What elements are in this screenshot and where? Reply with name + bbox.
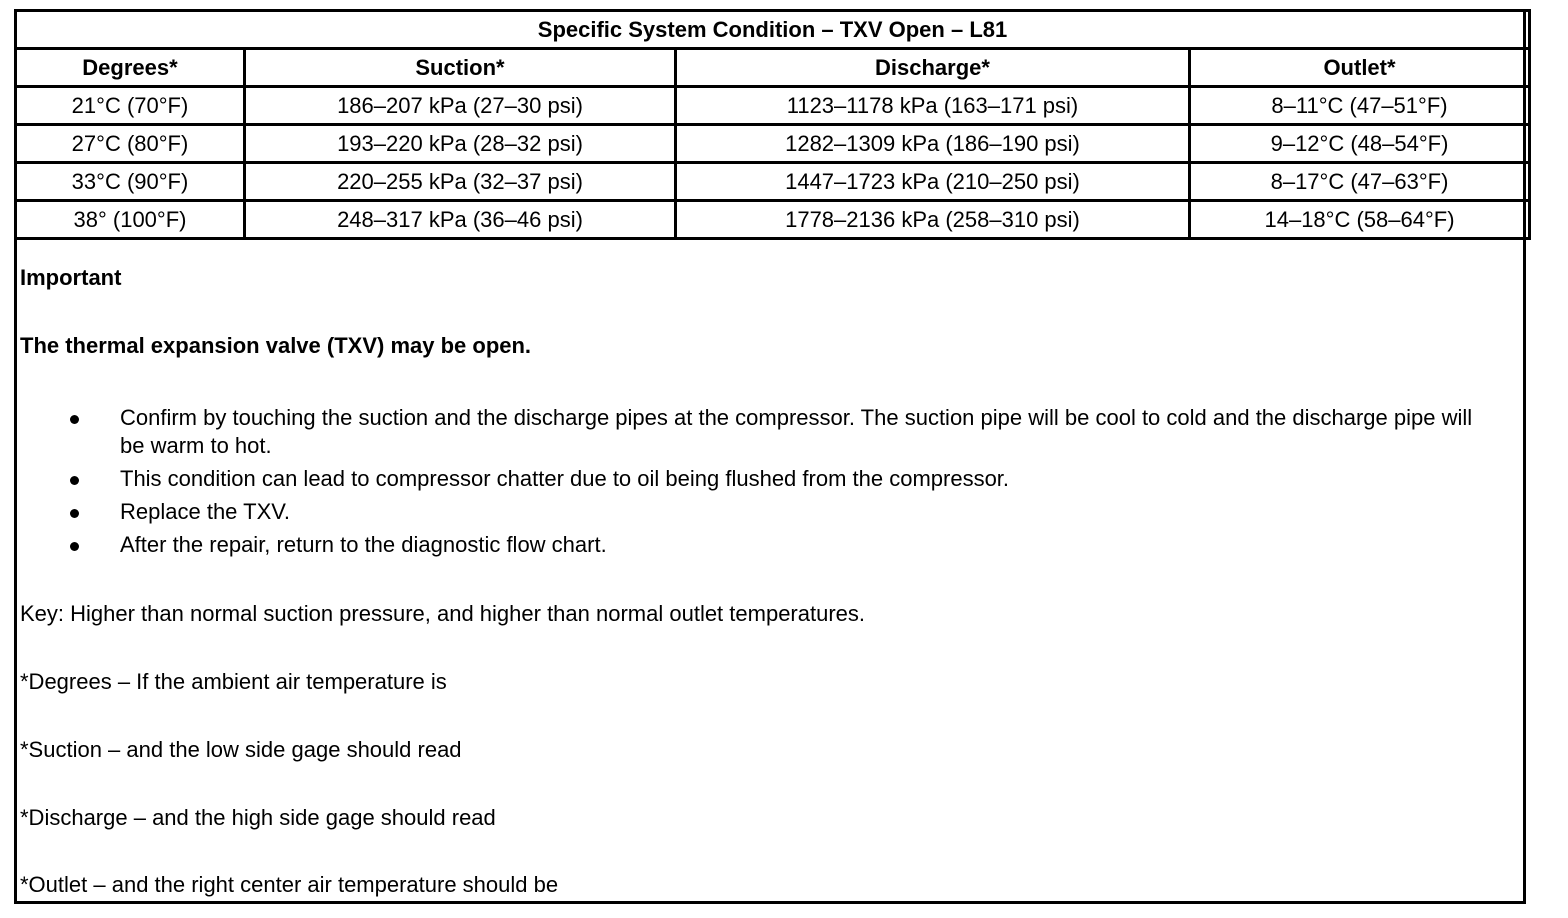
footnote-degrees: *Degrees – If the ambient air temperature is	[20, 669, 447, 694]
table-title-row	[16, 11, 1530, 49]
cell-suction: 186–207 kPa (27–30 psi)	[245, 87, 676, 125]
cell-degrees: 38° (100°F)	[16, 201, 245, 239]
bullet-icon	[70, 476, 79, 485]
list-item-text: Confirm by touching the suction and the discharge pipes at the compressor. The suction pipe will be cool to cold and the discharge pipe will be warm to hot.	[120, 405, 1473, 458]
cell-discharge: 1447–1723 kPa (210–250 psi)	[676, 163, 1190, 201]
list-item	[20, 404, 1490, 460]
table-row	[16, 201, 1530, 239]
cell-discharge: 1778–2136 kPa (258–310 psi)	[676, 201, 1190, 239]
txv-statement: The thermal expansion valve (TXV) may be open.	[20, 333, 532, 358]
list-item-text: Replace the TXV.	[120, 499, 291, 524]
footnote-suction: *Suction – and the low side gage should read	[20, 737, 462, 762]
footnote-outlet: *Outlet – and the right center air temperature should be	[20, 872, 559, 897]
list-item	[20, 531, 1490, 559]
table-header-row	[16, 49, 1530, 87]
header-degrees: Degrees*	[16, 49, 245, 87]
cell-discharge: 1282–1309 kPa (186–190 psi)	[676, 125, 1190, 163]
table-row	[16, 125, 1530, 163]
bullet-icon	[70, 542, 79, 551]
footnote-discharge: *Discharge – and the high side gage should read	[20, 805, 496, 830]
header-discharge: Discharge*	[676, 49, 1190, 87]
cell-suction: 220–255 kPa (32–37 psi)	[245, 163, 676, 201]
table-title: Specific System Condition – TXV Open – L81	[16, 11, 1530, 49]
cell-degrees: 27°C (80°F)	[16, 125, 245, 163]
header-suction: Suction*	[245, 49, 676, 87]
list-item	[20, 498, 1490, 526]
bullet-icon	[70, 415, 79, 424]
list-item-text: After the repair, return to the diagnostic flow chart.	[120, 532, 607, 557]
list-item	[20, 465, 1490, 493]
list-item-text: This condition can lead to compressor chatter due to oil being flushed from the compressor.	[120, 466, 1010, 491]
cell-degrees: 21°C (70°F)	[16, 87, 245, 125]
cell-outlet: 8–11°C (47–51°F)	[1190, 87, 1530, 125]
cell-discharge: 1123–1178 kPa (163–171 psi)	[676, 87, 1190, 125]
key-note: Key: Higher than normal suction pressure, and higher than normal outlet temperatures.	[20, 601, 866, 626]
cell-outlet: 8–17°C (47–63°F)	[1190, 163, 1530, 201]
important-heading: Important	[20, 265, 122, 290]
table-row	[16, 163, 1530, 201]
bullet-icon	[70, 509, 79, 518]
cell-outlet: 14–18°C (58–64°F)	[1190, 201, 1530, 239]
table-row	[16, 87, 1530, 125]
cell-suction: 248–317 kPa (36–46 psi)	[245, 201, 676, 239]
system-condition-table	[14, 9, 1531, 240]
header-outlet: Outlet*	[1190, 49, 1530, 87]
bullet-list	[20, 404, 1490, 564]
cell-suction: 193–220 kPa (28–32 psi)	[245, 125, 676, 163]
cell-degrees: 33°C (90°F)	[16, 163, 245, 201]
cell-outlet: 9–12°C (48–54°F)	[1190, 125, 1530, 163]
